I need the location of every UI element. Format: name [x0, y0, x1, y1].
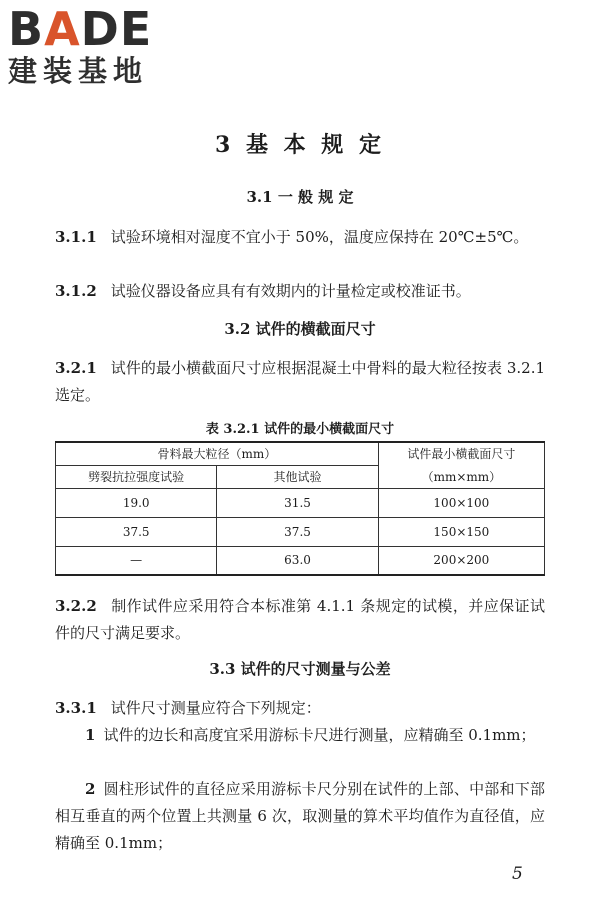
section-3-2-title: 3.2 试件的横截面尺寸 [224, 320, 376, 338]
item-text: 圆柱形试件的直径应采用游标卡尺分别在试件的上部、中部和下部相互垂直的两个位置上共测量 6 次，取测量的算术平均值作为直径值，应精确至 0.1mm； [55, 780, 545, 852]
chapter-title: 3 基 本 规 定 [215, 132, 385, 158]
table-header-size-line1: 试件最小横截面尺寸 [407, 447, 516, 462]
clause-number: 3.2.2 [55, 597, 97, 615]
logo-brand: BADE [8, 2, 153, 56]
item-text: 试件的边长和高度宜采用游标卡尺进行测量，应精确至 0.1mm； [103, 726, 536, 744]
table-cell: 19.0 [56, 488, 217, 517]
table-header-splitting: 劈裂抗拉强度试验 [56, 465, 217, 488]
section-size-table [55, 441, 545, 576]
table-cell: 37.5 [56, 517, 217, 546]
clause-number: 3.2.1 [55, 359, 97, 377]
table-cell: 200×200 [378, 546, 544, 575]
table-cell: 100×100 [378, 488, 544, 517]
clause-text: 试件尺寸测量应符合下列规定： [110, 699, 321, 717]
clause-text: 试验仪器设备应具有有效期内的计量检定或校准证书。 [110, 282, 471, 300]
clause-number: 3.1.2 [55, 282, 97, 300]
list-item-1 [55, 722, 545, 749]
logo-subtitle: 建装基地 [8, 54, 149, 88]
clause-text: 试件的最小横截面尺寸应根据混凝土中骨料的最大粒径按表 3.2.1 选定。 [55, 359, 545, 404]
table-row [56, 546, 545, 575]
table-header-size-line2: （mm×mm） [421, 470, 502, 485]
clause-text: 试验环境相对湿度不宜小于 50%，温度应保持在 20℃±5℃。 [110, 228, 529, 246]
table-cell: 63.0 [217, 546, 378, 575]
clause-text: 制作试件应采用符合本标准第 4.1.1 条规定的试模，并应保证试件的尺寸满足要求。 [55, 597, 545, 642]
section-3-3-title: 3.3 试件的尺寸测量与公差 [209, 660, 391, 678]
table-cell: — [56, 546, 217, 575]
clause-3-3-1 [55, 695, 545, 722]
table-header-size [378, 442, 544, 488]
logo-brand-accent: A [44, 2, 81, 56]
list-item-2 [55, 776, 545, 857]
section-3-1-title: 3.1 一 般 规 定 [246, 188, 354, 206]
page-number: 5 [512, 864, 523, 884]
item-number: 1 [85, 726, 96, 744]
table-header-other: 其他试验 [217, 465, 378, 488]
table-caption: 表 3.2.1 试件的最小横截面尺寸 [205, 422, 395, 437]
item-number: 2 [85, 780, 96, 798]
table-row [56, 488, 545, 517]
table-cell: 150×150 [378, 517, 544, 546]
table-cell: 31.5 [217, 488, 378, 517]
clause-3-1-2 [55, 278, 545, 305]
clause-3-1-1 [55, 224, 545, 251]
logo [8, 2, 153, 88]
clause-3-2-2 [55, 593, 545, 647]
table-row [56, 517, 545, 546]
table-cell: 37.5 [217, 517, 378, 546]
table-header-group: 骨料最大粒径（mm） [56, 442, 379, 465]
clause-3-2-1 [55, 355, 545, 409]
clause-number: 3.1.1 [55, 228, 97, 246]
clause-number: 3.3.1 [55, 699, 97, 717]
